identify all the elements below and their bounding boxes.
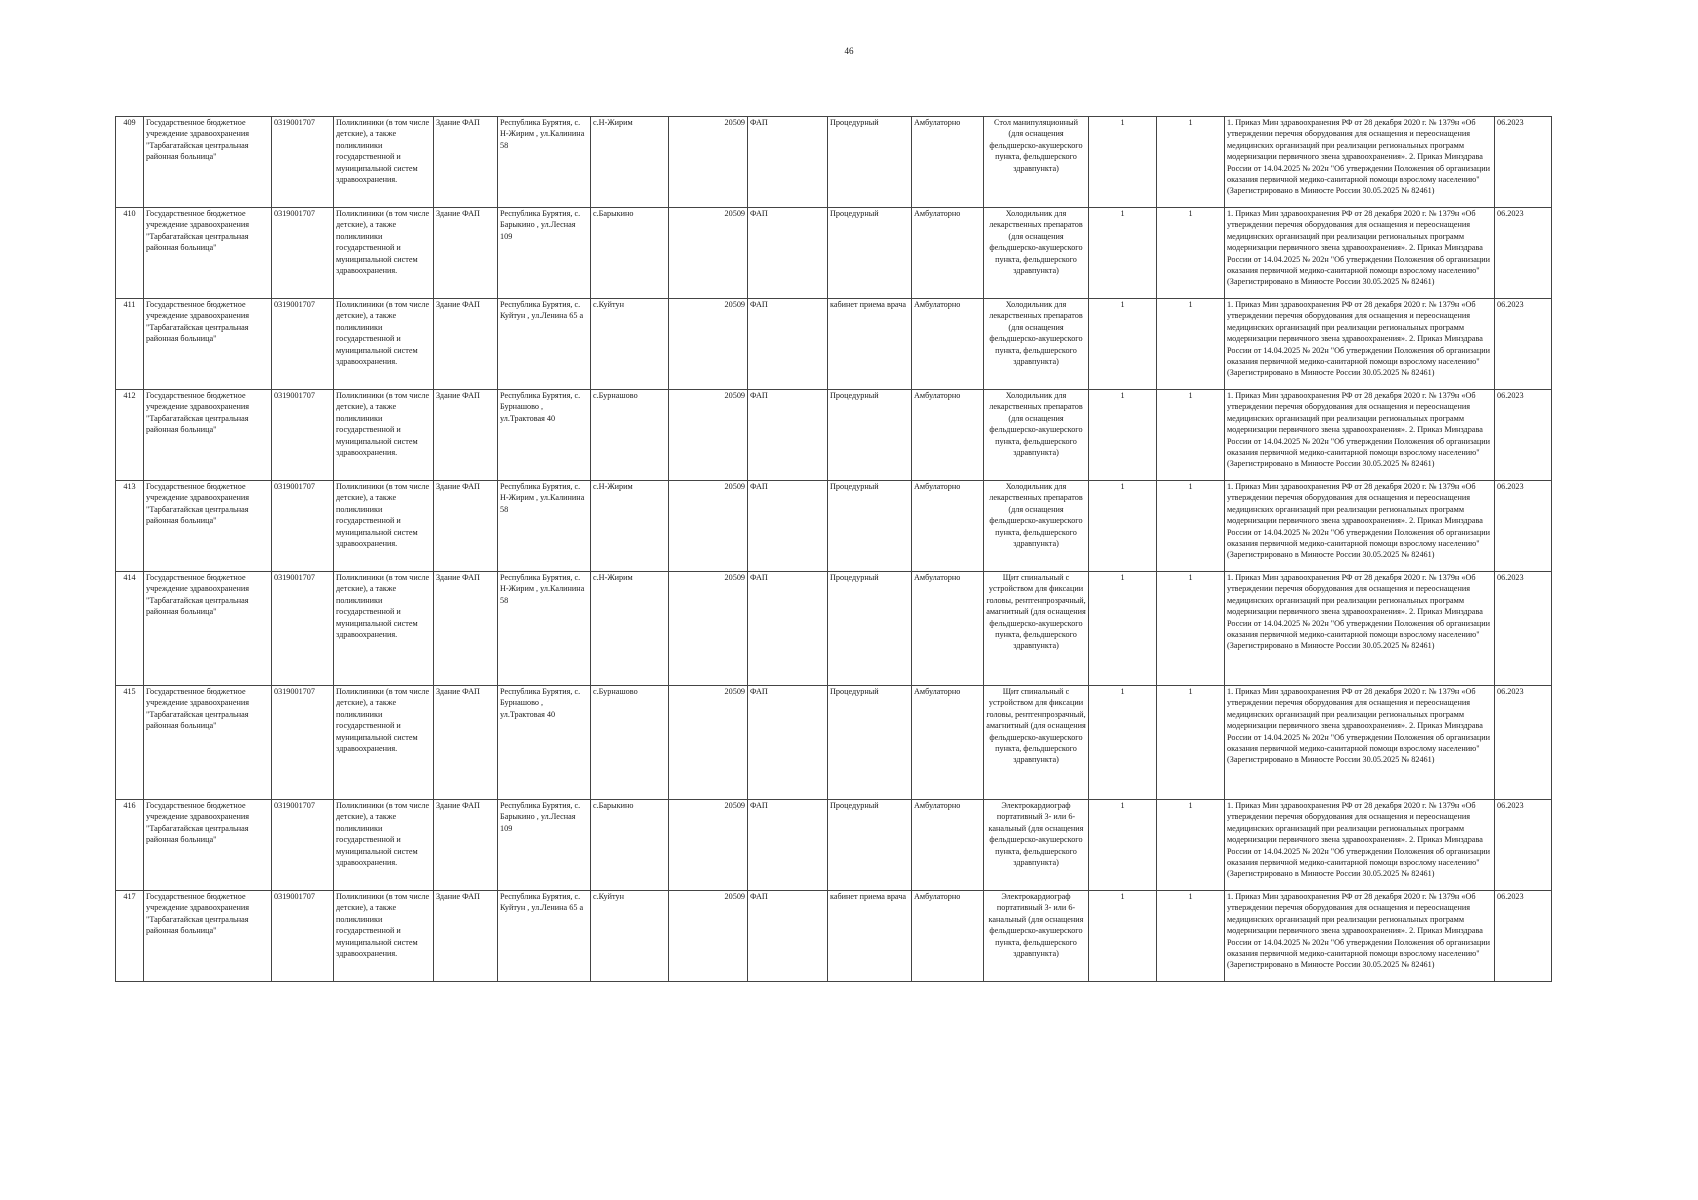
locality: с.Бурнашово <box>591 686 669 800</box>
date: 06.2023 <box>1495 800 1552 891</box>
building: Здание ФАП <box>434 800 498 891</box>
table-row <box>116 117 1552 208</box>
legal-basis: 1. Приказ Мин здравоохранения РФ от 28 декабря 2020 г. № 1379н «Об утверждении перечня оборудования для оснащения и переоснащения медицинских организаций при реализации региональных программ модернизации первичного звена здравоохранения». 2. Приказ Минздрава России от 14.04.2025 № 202н "Об утверждении Положения об организации оказания первичной медико-санитарной помощи взрослому населению" (Зарегистрировано в Минюсте России 30.05.2025 № 82461) <box>1225 800 1495 891</box>
care-mode: Амбулаторно <box>912 481 984 572</box>
room: Процедурный <box>828 390 912 481</box>
building: Здание ФАП <box>434 299 498 390</box>
organization-name: Государственное бюджетное учреждение здравоохранения "Тарбагатайская центральная районная больница" <box>144 800 272 891</box>
room: Процедурный <box>828 208 912 299</box>
locality: с.Н-Жирим <box>591 572 669 686</box>
unit: ФАП <box>748 800 828 891</box>
row-number: 417 <box>116 891 144 982</box>
room: Процедурный <box>828 686 912 800</box>
building: Здание ФАП <box>434 390 498 481</box>
date: 06.2023 <box>1495 390 1552 481</box>
legal-basis: 1. Приказ Мин здравоохранения РФ от 28 декабря 2020 г. № 1379н «Об утверждении перечня оборудования для оснащения и переоснащения медицинских организаций при реализации региональных программ модернизации первичного звена здравоохранения». 2. Приказ Минздрава России от 14.04.2025 № 202н "Об утверждении Положения об организации оказания первичной медико-санитарной помощи взрослому населению" (Зарегистрировано в Минюсте России 30.05.2025 № 82461) <box>1225 299 1495 390</box>
unit: ФАП <box>748 686 828 800</box>
locality: с.Куйтун <box>591 299 669 390</box>
equipment: Щит спинальный с устройством для фиксации головы, рентгенпрозрачный, амагнитный (для оснащения фельдшерско-акушерского пункта, фельдшерского здравпункта) <box>984 572 1089 686</box>
care-mode: Амбулаторно <box>912 686 984 800</box>
date: 06.2023 <box>1495 117 1552 208</box>
inn: 0319001707 <box>272 117 334 208</box>
organization-name: Государственное бюджетное учреждение здравоохранения "Тарбагатайская центральная районная больница" <box>144 572 272 686</box>
organization-name: Государственное бюджетное учреждение здравоохранения "Тарбагатайская центральная районная больница" <box>144 117 272 208</box>
table-row <box>116 299 1552 390</box>
oktmo: 20509 <box>669 891 748 982</box>
organization-name: Государственное бюджетное учреждение здравоохранения "Тарбагатайская центральная районная больница" <box>144 481 272 572</box>
facility-type: Поликлиники (в том числе детские), а также поликлиники государственной и муниципальной систем здравоохранения. <box>334 208 434 299</box>
address: Республика Бурятия, с. Куйтун , ул.Ленина 65 а <box>498 299 591 390</box>
care-mode: Амбулаторно <box>912 572 984 686</box>
date: 06.2023 <box>1495 481 1552 572</box>
locality: с.Барыкино <box>591 800 669 891</box>
care-mode: Амбулаторно <box>912 800 984 891</box>
address: Республика Бурятия, с. Бурнашово , ул.Трактовая 40 <box>498 686 591 800</box>
locality: с.Бурнашово <box>591 390 669 481</box>
quantity-planned: 1 <box>1157 800 1225 891</box>
quantity-required: 1 <box>1089 891 1157 982</box>
locality: с.Куйтун <box>591 891 669 982</box>
address: Республика Бурятия, с. Барыкино , ул.Лесная 109 <box>498 800 591 891</box>
oktmo: 20509 <box>669 390 748 481</box>
inn: 0319001707 <box>272 686 334 800</box>
oktmo: 20509 <box>669 208 748 299</box>
organization-name: Государственное бюджетное учреждение здравоохранения "Тарбагатайская центральная районная больница" <box>144 686 272 800</box>
row-number: 414 <box>116 572 144 686</box>
building: Здание ФАП <box>434 686 498 800</box>
equipment: Холодильник для лекарственных препаратов (для оснащения фельдшерско-акушерского пункта, фельдшерского здравпункта) <box>984 390 1089 481</box>
locality: с.Н-Жирим <box>591 481 669 572</box>
quantity-planned: 1 <box>1157 208 1225 299</box>
oktmo: 20509 <box>669 572 748 686</box>
quantity-planned: 1 <box>1157 572 1225 686</box>
equipment: Стол манипуляционный (для оснащения фельдшерско-акушерского пункта, фельдшерского здравпункта) <box>984 117 1089 208</box>
unit: ФАП <box>748 572 828 686</box>
legal-basis: 1. Приказ Мин здравоохранения РФ от 28 декабря 2020 г. № 1379н «Об утверждении перечня оборудования для оснащения и переоснащения медицинских организаций при реализации региональных программ модернизации первичного звена здравоохранения». 2. Приказ Минздрава России от 14.04.2025 № 202н "Об утверждении Положения об организации оказания первичной медико-санитарной помощи взрослому населению" (Зарегистрировано в Минюсте России 30.05.2025 № 82461) <box>1225 572 1495 686</box>
equipment: Холодильник для лекарственных препаратов (для оснащения фельдшерско-акушерского пункта, фельдшерского здравпункта) <box>984 299 1089 390</box>
facility-type: Поликлиники (в том числе детские), а также поликлиники государственной и муниципальной систем здравоохранения. <box>334 117 434 208</box>
quantity-required: 1 <box>1089 481 1157 572</box>
quantity-required: 1 <box>1089 208 1157 299</box>
unit: ФАП <box>748 117 828 208</box>
legal-basis: 1. Приказ Мин здравоохранения РФ от 28 декабря 2020 г. № 1379н «Об утверждении перечня оборудования для оснащения и переоснащения медицинских организаций при реализации региональных программ модернизации первичного звена здравоохранения». 2. Приказ Минздрава России от 14.04.2025 № 202н "Об утверждении Положения об организации оказания первичной медико-санитарной помощи взрослому населению" (Зарегистрировано в Минюсте России 30.05.2025 № 82461) <box>1225 686 1495 800</box>
oktmo: 20509 <box>669 481 748 572</box>
building: Здание ФАП <box>434 572 498 686</box>
quantity-planned: 1 <box>1157 117 1225 208</box>
unit: ФАП <box>748 299 828 390</box>
unit: ФАП <box>748 481 828 572</box>
address: Республика Бурятия, с. Н-Жирим , ул.Калинина 58 <box>498 117 591 208</box>
organization-name: Государственное бюджетное учреждение здравоохранения "Тарбагатайская центральная районная больница" <box>144 299 272 390</box>
care-mode: Амбулаторно <box>912 891 984 982</box>
equipment: Электрокардиограф портативный 3- или 6-канальный (для оснащения фельдшерско-акушерского пункта, фельдшерского здравпункта) <box>984 800 1089 891</box>
date: 06.2023 <box>1495 208 1552 299</box>
locality: с.Барыкино <box>591 208 669 299</box>
care-mode: Амбулаторно <box>912 299 984 390</box>
room: Процедурный <box>828 481 912 572</box>
room: Процедурный <box>828 572 912 686</box>
inn: 0319001707 <box>272 891 334 982</box>
quantity-planned: 1 <box>1157 481 1225 572</box>
date: 06.2023 <box>1495 572 1552 686</box>
care-mode: Амбулаторно <box>912 208 984 299</box>
row-number: 415 <box>116 686 144 800</box>
inn: 0319001707 <box>272 390 334 481</box>
quantity-planned: 1 <box>1157 891 1225 982</box>
quantity-required: 1 <box>1089 686 1157 800</box>
legal-basis: 1. Приказ Мин здравоохранения РФ от 28 декабря 2020 г. № 1379н «Об утверждении перечня оборудования для оснащения и переоснащения медицинских организаций при реализации региональных программ модернизации первичного звена здравоохранения». 2. Приказ Минздрава России от 14.04.2025 № 202н "Об утверждении Положения об организации оказания первичной медико-санитарной помощи взрослому населению" (Зарегистрировано в Минюсте России 30.05.2025 № 82461) <box>1225 390 1495 481</box>
equipment: Щит спинальный с устройством для фиксации головы, рентгенпрозрачный, амагнитный (для оснащения фельдшерско-акушерского пункта, фельдшерского здравпункта) <box>984 686 1089 800</box>
table-row <box>116 208 1552 299</box>
facility-type: Поликлиники (в том числе детские), а также поликлиники государственной и муниципальной систем здравоохранения. <box>334 390 434 481</box>
legal-basis: 1. Приказ Мин здравоохранения РФ от 28 декабря 2020 г. № 1379н «Об утверждении перечня оборудования для оснащения и переоснащения медицинских организаций при реализации региональных программ модернизации первичного звена здравоохранения». 2. Приказ Минздрава России от 14.04.2025 № 202н "Об утверждении Положения об организации оказания первичной медико-санитарной помощи взрослому населению" (Зарегистрировано в Минюсте России 30.05.2025 № 82461) <box>1225 208 1495 299</box>
oktmo: 20509 <box>669 686 748 800</box>
date: 06.2023 <box>1495 299 1552 390</box>
organization-name: Государственное бюджетное учреждение здравоохранения "Тарбагатайская центральная районная больница" <box>144 891 272 982</box>
care-mode: Амбулаторно <box>912 390 984 481</box>
building: Здание ФАП <box>434 117 498 208</box>
facility-type: Поликлиники (в том числе детские), а также поликлиники государственной и муниципальной систем здравоохранения. <box>334 686 434 800</box>
address: Республика Бурятия, с. Куйтун , ул.Ленина 65 а <box>498 891 591 982</box>
inn: 0319001707 <box>272 208 334 299</box>
oktmo: 20509 <box>669 117 748 208</box>
inn: 0319001707 <box>272 800 334 891</box>
building: Здание ФАП <box>434 208 498 299</box>
row-number: 410 <box>116 208 144 299</box>
unit: ФАП <box>748 208 828 299</box>
table-row <box>116 481 1552 572</box>
table-row <box>116 891 1552 982</box>
unit: ФАП <box>748 891 828 982</box>
equipment: Электрокардиограф портативный 3- или 6-канальный (для оснащения фельдшерско-акушерского пункта, фельдшерского здравпункта) <box>984 891 1089 982</box>
care-mode: Амбулаторно <box>912 117 984 208</box>
address: Республика Бурятия, с. Н-Жирим , ул.Калинина 58 <box>498 481 591 572</box>
room: кабинет приема врача <box>828 891 912 982</box>
table-row <box>116 686 1552 800</box>
table-row <box>116 572 1552 686</box>
legal-basis: 1. Приказ Мин здравоохранения РФ от 28 декабря 2020 г. № 1379н «Об утверждении перечня оборудования для оснащения и переоснащения медицинских организаций при реализации региональных программ модернизации первичного звена здравоохранения». 2. Приказ Минздрава России от 14.04.2025 № 202н "Об утверждении Положения об организации оказания первичной медико-санитарной помощи взрослому населению" (Зарегистрировано в Минюсте России 30.05.2025 № 82461) <box>1225 117 1495 208</box>
facility-type: Поликлиники (в том числе детские), а также поликлиники государственной и муниципальной систем здравоохранения. <box>334 481 434 572</box>
row-number: 409 <box>116 117 144 208</box>
equipment: Холодильник для лекарственных препаратов (для оснащения фельдшерско-акушерского пункта, фельдшерского здравпункта) <box>984 208 1089 299</box>
facility-type: Поликлиники (в том числе детские), а также поликлиники государственной и муниципальной систем здравоохранения. <box>334 800 434 891</box>
facility-type: Поликлиники (в том числе детские), а также поликлиники государственной и муниципальной систем здравоохранения. <box>334 891 434 982</box>
room: Процедурный <box>828 800 912 891</box>
address: Республика Бурятия, с. Барыкино , ул.Лесная 109 <box>498 208 591 299</box>
table-row <box>116 390 1552 481</box>
room: Процедурный <box>828 117 912 208</box>
date: 06.2023 <box>1495 686 1552 800</box>
legal-basis: 1. Приказ Мин здравоохранения РФ от 28 декабря 2020 г. № 1379н «Об утверждении перечня оборудования для оснащения и переоснащения медицинских организаций при реализации региональных программ модернизации первичного звена здравоохранения». 2. Приказ Минздрава России от 14.04.2025 № 202н "Об утверждении Положения об организации оказания первичной медико-санитарной помощи взрослому населению" (Зарегистрировано в Минюсте России 30.05.2025 № 82461) <box>1225 481 1495 572</box>
building: Здание ФАП <box>434 481 498 572</box>
row-number: 411 <box>116 299 144 390</box>
unit: ФАП <box>748 390 828 481</box>
equipment-register-table <box>115 116 1552 982</box>
quantity-required: 1 <box>1089 299 1157 390</box>
quantity-required: 1 <box>1089 800 1157 891</box>
quantity-required: 1 <box>1089 117 1157 208</box>
equipment: Холодильник для лекарственных препаратов (для оснащения фельдшерско-акушерского пункта, фельдшерского здравпункта) <box>984 481 1089 572</box>
oktmo: 20509 <box>669 800 748 891</box>
quantity-planned: 1 <box>1157 299 1225 390</box>
address: Республика Бурятия, с. Бурнашово , ул.Трактовая 40 <box>498 390 591 481</box>
row-number: 416 <box>116 800 144 891</box>
facility-type: Поликлиники (в том числе детские), а также поликлиники государственной и муниципальной систем здравоохранения. <box>334 572 434 686</box>
oktmo: 20509 <box>669 299 748 390</box>
row-number: 412 <box>116 390 144 481</box>
room: кабинет приема врача <box>828 299 912 390</box>
organization-name: Государственное бюджетное учреждение здравоохранения "Тарбагатайская центральная районная больница" <box>144 390 272 481</box>
quantity-required: 1 <box>1089 572 1157 686</box>
legal-basis: 1. Приказ Мин здравоохранения РФ от 28 декабря 2020 г. № 1379н «Об утверждении перечня оборудования для оснащения и переоснащения медицинских организаций при реализации региональных программ модернизации первичного звена здравоохранения». 2. Приказ Минздрава России от 14.04.2025 № 202н "Об утверждении Положения об организации оказания первичной медико-санитарной помощи взрослому населению" (Зарегистрировано в Минюсте России 30.05.2025 № 82461) <box>1225 891 1495 982</box>
inn: 0319001707 <box>272 299 334 390</box>
quantity-planned: 1 <box>1157 686 1225 800</box>
facility-type: Поликлиники (в том числе детские), а также поликлиники государственной и муниципальной систем здравоохранения. <box>334 299 434 390</box>
page-number: 46 <box>844 46 854 56</box>
organization-name: Государственное бюджетное учреждение здравоохранения "Тарбагатайская центральная районная больница" <box>144 208 272 299</box>
inn: 0319001707 <box>272 481 334 572</box>
date: 06.2023 <box>1495 891 1552 982</box>
building: Здание ФАП <box>434 891 498 982</box>
inn: 0319001707 <box>272 572 334 686</box>
address: Республика Бурятия, с. Н-Жирим , ул.Калинина 58 <box>498 572 591 686</box>
table-row <box>116 800 1552 891</box>
quantity-planned: 1 <box>1157 390 1225 481</box>
row-number: 413 <box>116 481 144 572</box>
locality: с.Н-Жирим <box>591 117 669 208</box>
quantity-required: 1 <box>1089 390 1157 481</box>
